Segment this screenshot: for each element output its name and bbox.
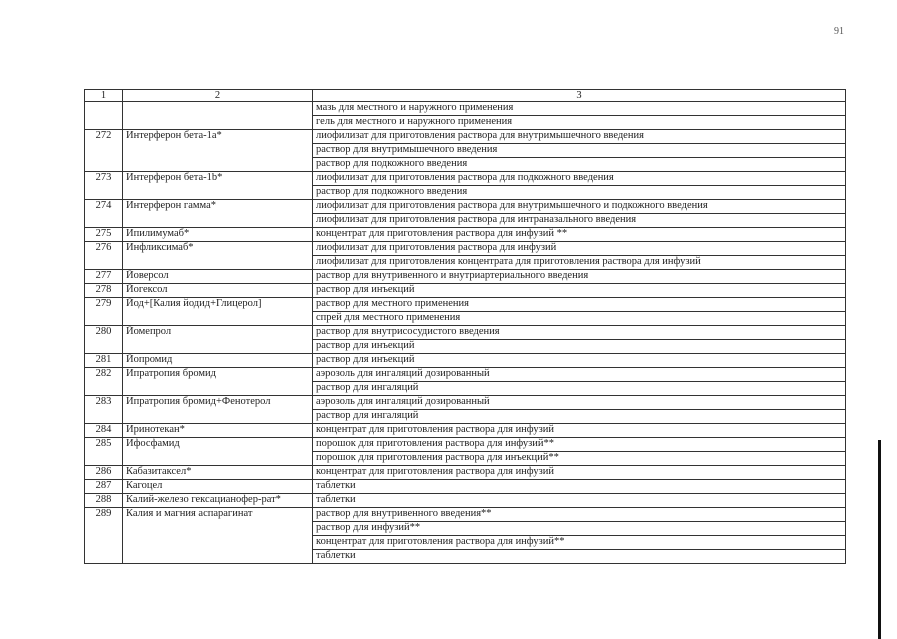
dosage-form: раствор для местного применения <box>313 298 846 312</box>
dosage-form: раствор для подкожного введения <box>313 158 846 172</box>
dosage-form: раствор для внутривенного и внутриартериального введения <box>313 270 846 284</box>
dosage-form: раствор для инъекций <box>313 354 846 368</box>
dosage-form: аэрозоль для ингаляций дозированный <box>313 368 846 382</box>
row-number: 288 <box>85 494 123 508</box>
drug-name: Йомепрол <box>123 326 313 354</box>
table-header-row <box>85 90 846 102</box>
dosage-form: лиофилизат для приготовления раствора для интраназального введения <box>313 214 846 228</box>
table-row <box>85 284 846 298</box>
row-number: 279 <box>85 298 123 326</box>
dosage-form: концентрат для приготовления раствора для инфузий <box>313 466 846 480</box>
dosage-form: мазь для местного и наружного применения <box>313 102 846 116</box>
table-row <box>85 508 846 522</box>
dosage-form: раствор для ингаляций <box>313 410 846 424</box>
drug-name <box>123 102 313 130</box>
table-row <box>85 242 846 256</box>
table-row <box>85 228 846 242</box>
drug-name: Йопромид <box>123 354 313 368</box>
row-number: 289 <box>85 508 123 564</box>
row-number: 282 <box>85 368 123 396</box>
drug-name: Интерферон бета-1b* <box>123 172 313 200</box>
dosage-form: лиофилизат для приготовления раствора для внутримышечного и подкожного введения <box>313 200 846 214</box>
drug-name: Йод+[Калия йодид+Глицерол] <box>123 298 313 326</box>
drug-table <box>84 89 846 564</box>
table-row <box>85 102 846 116</box>
dosage-form: аэрозоль для ингаляций дозированный <box>313 396 846 410</box>
dosage-form: лиофилизат для приготовления концентрата для приготовления раствора для инфузий <box>313 256 846 270</box>
row-number: 272 <box>85 130 123 172</box>
dosage-form: раствор для ингаляций <box>313 382 846 396</box>
table-row <box>85 200 846 214</box>
row-number: 283 <box>85 396 123 424</box>
drug-name: Кабазитаксел* <box>123 466 313 480</box>
dosage-form: лиофилизат для приготовления раствора для инфузий <box>313 242 846 256</box>
row-number: 287 <box>85 480 123 494</box>
drug-name: Интерферон гамма* <box>123 200 313 228</box>
drug-name: Йогексол <box>123 284 313 298</box>
row-number: 281 <box>85 354 123 368</box>
dosage-form: раствор для подкожного введения <box>313 186 846 200</box>
dosage-form: раствор для инъекций <box>313 284 846 298</box>
table-row <box>85 130 846 144</box>
row-number: 285 <box>85 438 123 466</box>
dosage-form: концентрат для приготовления раствора для инфузий <box>313 424 846 438</box>
row-number: 278 <box>85 284 123 298</box>
row-number: 276 <box>85 242 123 270</box>
table-row <box>85 298 846 312</box>
page-number: 91 <box>834 26 844 37</box>
table-row <box>85 270 846 284</box>
header-col-2: 2 <box>123 90 313 102</box>
row-number: 284 <box>85 424 123 438</box>
table-row <box>85 354 846 368</box>
drug-name: Калий-железо гексацианофер-рат* <box>123 494 313 508</box>
header-col-3: 3 <box>313 90 846 102</box>
drug-name: Кагоцел <box>123 480 313 494</box>
dosage-form: раствор для инфузий** <box>313 522 846 536</box>
table-row <box>85 480 846 494</box>
drug-name: Ипратропия бромид+Фенотерол <box>123 396 313 424</box>
row-number: 273 <box>85 172 123 200</box>
dosage-form: раствор для внутривенного введения** <box>313 508 846 522</box>
drug-name: Ифосфамид <box>123 438 313 466</box>
row-number: 286 <box>85 466 123 480</box>
dosage-form: лиофилизат для приготовления раствора для подкожного введения <box>313 172 846 186</box>
drug-name: Ипратропия бромид <box>123 368 313 396</box>
scan-edge-mark <box>878 440 881 639</box>
row-number: 274 <box>85 200 123 228</box>
dosage-form: лиофилизат для приготовления раствора для внутримышечного введения <box>313 130 846 144</box>
drug-name: Калия и магния аспарагинат <box>123 508 313 564</box>
dosage-form: таблетки <box>313 494 846 508</box>
dosage-form: концентрат для приготовления раствора для инфузий ** <box>313 228 846 242</box>
dosage-form: гель для местного и наружного применения <box>313 116 846 130</box>
drug-name: Ипилимумаб* <box>123 228 313 242</box>
dosage-form: таблетки <box>313 480 846 494</box>
table-row <box>85 424 846 438</box>
table-row <box>85 494 846 508</box>
table-row <box>85 326 846 340</box>
row-number: 275 <box>85 228 123 242</box>
table-row <box>85 368 846 382</box>
table-row <box>85 172 846 186</box>
dosage-form: раствор для внутримышечного введения <box>313 144 846 158</box>
drug-name: Иринотекан* <box>123 424 313 438</box>
table-row <box>85 438 846 452</box>
dosage-form: раствор для инъекций <box>313 340 846 354</box>
row-number: 277 <box>85 270 123 284</box>
dosage-form: таблетки <box>313 550 846 564</box>
dosage-form: порошок для приготовления раствора для инъекций** <box>313 452 846 466</box>
drug-name: Инфликсимаб* <box>123 242 313 270</box>
drug-name: Йоверсол <box>123 270 313 284</box>
table-row <box>85 466 846 480</box>
header-col-1: 1 <box>85 90 123 102</box>
dosage-form: концентрат для приготовления раствора для инфузий** <box>313 536 846 550</box>
dosage-form: порошок для приготовления раствора для инфузий** <box>313 438 846 452</box>
drug-name: Интерферон бета-1а* <box>123 130 313 172</box>
dosage-form: спрей для местного применения <box>313 312 846 326</box>
table-row <box>85 396 846 410</box>
dosage-form: раствор для внутрисосудистого введения <box>313 326 846 340</box>
row-number <box>85 102 123 130</box>
row-number: 280 <box>85 326 123 354</box>
